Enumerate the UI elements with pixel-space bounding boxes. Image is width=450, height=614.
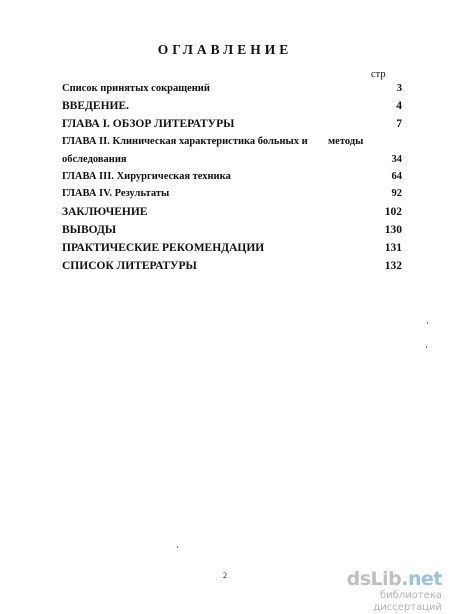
toc-entry: [62, 186, 402, 202]
toc-entry-label: [62, 169, 231, 185]
watermark-logo-main: dsLib: [346, 568, 402, 590]
toc-chapter-title: Результаты: [114, 188, 170, 199]
scan-speck: [177, 546, 178, 548]
toc-entry: [62, 222, 402, 238]
scan-speck: [426, 346, 427, 348]
toc-entry-page: 3: [396, 83, 402, 94]
toc-entry-page: 64: [391, 171, 402, 182]
toc-entry-label: [62, 186, 169, 202]
toc-entry-label: Список принятых сокращений: [62, 83, 210, 94]
toc-chapter-title-end: методы: [328, 136, 364, 147]
toc-entry-label: ЗАКЛЮЧЕНИЕ: [62, 206, 148, 218]
toc-entry-label: ПРАКТИЧЕСКИЕ РЕКОМЕНДАЦИИ: [62, 242, 265, 254]
scan-speck: [427, 322, 428, 324]
toc-entry-label: обследования: [62, 154, 127, 165]
toc-entry-label: ГЛАВА I. ОБЗОР ЛИТЕРАТУРЫ: [62, 118, 235, 130]
toc-entry-page: 92: [391, 188, 402, 199]
toc-entry-label: СПИСОК ЛИТЕРАТУРЫ: [62, 260, 197, 272]
toc-entry-page: 102: [384, 206, 402, 218]
toc-entry-label: ВВЕДЕНИЕ.: [62, 100, 130, 112]
toc-entry-page: 4: [396, 100, 402, 112]
toc-title: ОГЛАВЛЕНИЕ: [157, 42, 293, 57]
toc-chapter-number: ГЛАВА II.: [62, 136, 110, 147]
toc-entry: [62, 169, 402, 185]
watermark-logo-suffix: .net: [401, 568, 442, 590]
toc-entry-page: 131: [384, 242, 402, 254]
toc-chapter-number: ГЛАВА III.: [62, 171, 114, 182]
toc-entry: [62, 204, 402, 220]
watermark-logo: [330, 569, 442, 589]
toc-entry: [62, 81, 402, 97]
toc-chapter-number: ГЛАВА IV.: [62, 188, 112, 199]
page-column-header: стр: [371, 69, 386, 80]
toc-entry: [62, 152, 402, 168]
toc-entry-page: 34: [391, 154, 402, 165]
toc-entry-page: 7: [396, 118, 402, 130]
toc-chapter-title: Клиническая характеристика больных и: [112, 136, 308, 147]
toc-entry-label: ВЫВОДЫ: [62, 224, 117, 236]
toc-entry-label: [62, 134, 308, 150]
toc-entry-page: 132: [384, 260, 402, 272]
watermark: [330, 569, 442, 614]
toc-entry: [62, 258, 402, 274]
toc-entry: [62, 98, 402, 114]
watermark-tagline: библиотека диссертаций: [373, 590, 442, 613]
toc-entry-page: 130: [384, 224, 402, 236]
toc-entry: [62, 134, 402, 150]
toc-entry: [62, 240, 402, 256]
page-number: 2: [223, 571, 227, 580]
toc-entry: [62, 116, 402, 132]
toc-chapter-title: Хирургическая техника: [116, 171, 231, 182]
